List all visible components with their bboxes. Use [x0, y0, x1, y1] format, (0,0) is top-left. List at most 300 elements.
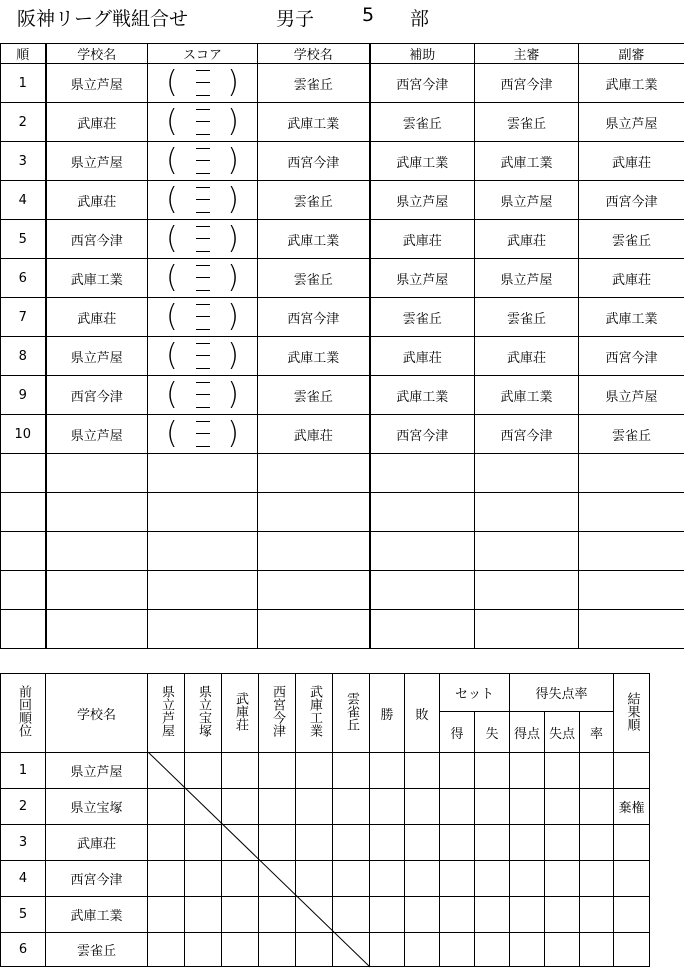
- match-result-cell[interactable]: [185, 753, 222, 789]
- score-bracket[interactable]: [148, 103, 257, 141]
- match-no: 5: [1, 220, 46, 259]
- set-line: [196, 329, 210, 330]
- win-count[interactable]: [370, 897, 405, 933]
- match-no: [1, 532, 46, 571]
- standings-row: [1, 789, 650, 825]
- match-no: 9: [1, 376, 46, 415]
- header-ratio-group: 得失点率: [510, 674, 614, 712]
- score-cell: [148, 337, 258, 376]
- loss-count[interactable]: [405, 789, 440, 825]
- team-a: 武庫荘: [46, 298, 148, 337]
- match-result-cell[interactable]: [148, 789, 185, 825]
- assistant-school: 武庫工業: [579, 298, 684, 337]
- team-a: 武庫工業: [46, 259, 148, 298]
- points-against[interactable]: [545, 861, 580, 897]
- assistant-school: [579, 532, 684, 571]
- schedule-row: [1, 142, 684, 181]
- assistant-school: 西宮今津: [579, 337, 684, 376]
- team-b: 武庫荘: [258, 415, 370, 454]
- assistant-school: [579, 610, 684, 649]
- right-paren: ): [227, 299, 239, 334]
- match-result-cell[interactable]: [333, 789, 370, 825]
- header-result: 結果順: [614, 674, 650, 753]
- right-paren: ): [227, 338, 239, 373]
- schedule-row: [1, 532, 684, 571]
- points-for[interactable]: [510, 897, 545, 933]
- set-won[interactable]: [440, 933, 475, 967]
- match-no: 3: [1, 142, 46, 181]
- match-result-cell[interactable]: [148, 897, 185, 933]
- referee-school: 雲雀丘: [475, 298, 579, 337]
- referee-school: 西宮今津: [475, 64, 579, 103]
- right-paren: ): [227, 377, 239, 412]
- team-b: 雲雀丘: [258, 376, 370, 415]
- referee-school: [475, 610, 579, 649]
- assistant-school: 県立芦屋: [579, 103, 684, 142]
- schedule-row: [1, 571, 684, 610]
- assistant-school: 武庫荘: [579, 142, 684, 181]
- right-paren: ): [227, 104, 239, 139]
- loss-count[interactable]: [405, 861, 440, 897]
- schedule-row: [1, 181, 684, 220]
- team-a: 西宮今津: [46, 220, 148, 259]
- team-a: 県立芦屋: [46, 415, 148, 454]
- match-no: 1: [1, 64, 46, 103]
- assistant-school: 県立芦屋: [579, 376, 684, 415]
- ratio-value[interactable]: [580, 897, 614, 933]
- match-no: [1, 454, 46, 493]
- standings-row: [1, 933, 650, 967]
- right-paren: ): [227, 416, 239, 451]
- aux-school: 武庫荘: [370, 337, 475, 376]
- header-set-won: 得: [440, 712, 475, 753]
- match-result-cell[interactable]: [333, 897, 370, 933]
- standings-school: 西宮今津: [46, 861, 148, 897]
- prev-rank: 2: [1, 789, 46, 825]
- match-no: 4: [1, 181, 46, 220]
- prev-rank: 6: [1, 933, 46, 967]
- standings-row: [1, 825, 650, 861]
- match-result-cell: [148, 753, 185, 789]
- set-line: [196, 382, 210, 383]
- set-line: [196, 355, 210, 356]
- right-paren: ): [227, 221, 239, 256]
- header-set-lost: 失: [475, 712, 510, 753]
- referee-school: 武庫工業: [475, 142, 579, 181]
- header-opponent-5: 武庫工業: [296, 674, 333, 753]
- title-division: 男子: [276, 8, 315, 30]
- points-for[interactable]: [510, 933, 545, 967]
- match-result-cell[interactable]: [296, 933, 333, 967]
- schedule-row: [1, 493, 684, 532]
- ratio-value[interactable]: [580, 825, 614, 861]
- aux-school: [370, 610, 475, 649]
- set-line: [196, 304, 210, 305]
- score-cell: [148, 454, 258, 493]
- set-line: [196, 70, 210, 71]
- set-line: [196, 394, 210, 395]
- points-for[interactable]: [510, 753, 545, 789]
- team-a: [46, 532, 148, 571]
- left-paren: (: [166, 377, 178, 412]
- set-won[interactable]: [440, 897, 475, 933]
- match-result-cell[interactable]: [185, 825, 222, 861]
- team-b: 西宮今津: [258, 142, 370, 181]
- set-line: [196, 160, 210, 161]
- set-line: [196, 421, 210, 422]
- set-line: [196, 148, 210, 149]
- set-line: [196, 238, 210, 239]
- match-result-cell[interactable]: [259, 933, 296, 967]
- team-b: 武庫工業: [258, 220, 370, 259]
- schedule-row: [1, 454, 684, 493]
- header-points-against: 失点: [545, 712, 580, 753]
- left-paren: (: [166, 338, 178, 373]
- match-result-cell[interactable]: [259, 789, 296, 825]
- win-count[interactable]: [370, 861, 405, 897]
- set-line: [196, 265, 210, 266]
- referee-school: 武庫荘: [475, 337, 579, 376]
- schedule-row: [1, 415, 684, 454]
- schedule-row: [1, 220, 684, 259]
- points-against[interactable]: [545, 825, 580, 861]
- points-for[interactable]: [510, 825, 545, 861]
- score-bracket[interactable]: [148, 337, 257, 375]
- set-line: [196, 109, 210, 110]
- team-b: 西宮今津: [258, 298, 370, 337]
- match-result-cell[interactable]: [259, 753, 296, 789]
- score-bracket[interactable]: [148, 376, 257, 414]
- match-result-cell: [259, 861, 296, 897]
- standings-school: 雲雀丘: [46, 933, 148, 967]
- set-line: [196, 277, 210, 278]
- win-count[interactable]: [370, 789, 405, 825]
- aux-school: [370, 493, 475, 532]
- result-order: 棄権: [614, 789, 650, 825]
- set-line: [196, 343, 210, 344]
- standings-row: [1, 897, 650, 933]
- aux-school: 県立芦屋: [370, 181, 475, 220]
- team-a: 武庫荘: [46, 181, 148, 220]
- score-bracket[interactable]: [148, 415, 257, 453]
- score-cell: [148, 610, 258, 649]
- assistant-school: 武庫荘: [579, 259, 684, 298]
- set-line: [196, 212, 210, 213]
- header-win: 勝: [370, 674, 405, 753]
- header-opponent-2: 県立宝塚: [185, 674, 222, 753]
- match-result-cell[interactable]: [185, 933, 222, 967]
- standings-school: 県立芦屋: [46, 753, 148, 789]
- aux-school: 西宮今津: [370, 415, 475, 454]
- schedule-row: [1, 298, 684, 337]
- result-order: [614, 753, 650, 789]
- assistant-school: 武庫工業: [579, 64, 684, 103]
- score-cell: [148, 259, 258, 298]
- set-line: [196, 173, 210, 174]
- score-cell: [148, 493, 258, 532]
- team-a: 県立芦屋: [46, 64, 148, 103]
- team-a: 武庫荘: [46, 103, 148, 142]
- header-loss: 敗: [405, 674, 440, 753]
- set-line: [196, 187, 210, 188]
- standings-table: [0, 673, 650, 967]
- match-result-cell[interactable]: [148, 861, 185, 897]
- referee-school: 西宮今津: [475, 415, 579, 454]
- score-cell: [148, 571, 258, 610]
- header-prev-rank: 前回順位: [1, 674, 46, 753]
- schedule-row: [1, 103, 684, 142]
- score-bracket[interactable]: [148, 220, 257, 258]
- score-bracket[interactable]: [148, 181, 257, 219]
- referee-school: 武庫工業: [475, 376, 579, 415]
- points-against[interactable]: [545, 753, 580, 789]
- ratio-value[interactable]: [580, 861, 614, 897]
- loss-count[interactable]: [405, 897, 440, 933]
- match-result-cell[interactable]: [222, 933, 259, 967]
- ratio-value[interactable]: [580, 753, 614, 789]
- match-no: 10: [1, 415, 46, 454]
- result-order: [614, 897, 650, 933]
- match-result-cell[interactable]: [222, 861, 259, 897]
- header-opponent-4: 西宮今津: [259, 674, 296, 753]
- team-a: [46, 571, 148, 610]
- set-line: [196, 251, 210, 252]
- match-no: [1, 493, 46, 532]
- match-result-cell: [296, 897, 333, 933]
- assistant-school: 西宮今津: [579, 181, 684, 220]
- score-cell: [148, 103, 258, 142]
- score-cell: [148, 376, 258, 415]
- aux-school: 武庫工業: [370, 142, 475, 181]
- aux-school: [370, 454, 475, 493]
- referee-school: 県立芦屋: [475, 181, 579, 220]
- set-lost[interactable]: [475, 753, 510, 789]
- assistant-school: 雲雀丘: [579, 220, 684, 259]
- aux-school: 雲雀丘: [370, 298, 475, 337]
- team-b: 雲雀丘: [258, 181, 370, 220]
- team-b: 雲雀丘: [258, 259, 370, 298]
- schedule-row: [1, 64, 684, 103]
- match-result-cell[interactable]: [185, 897, 222, 933]
- aux-school: 西宮今津: [370, 64, 475, 103]
- win-count[interactable]: [370, 825, 405, 861]
- match-no: 6: [1, 259, 46, 298]
- header-school-b: 学校名: [258, 44, 370, 64]
- team-b: [258, 610, 370, 649]
- team-b: 雲雀丘: [258, 64, 370, 103]
- aux-school: 県立芦屋: [370, 259, 475, 298]
- standings-row: [1, 861, 650, 897]
- left-paren: (: [166, 104, 178, 139]
- loss-count[interactable]: [405, 933, 440, 967]
- set-lost[interactable]: [475, 861, 510, 897]
- score-cell: [148, 181, 258, 220]
- loss-count[interactable]: [405, 825, 440, 861]
- match-no: 8: [1, 337, 46, 376]
- aux-school: 武庫工業: [370, 376, 475, 415]
- match-result-cell: [185, 789, 222, 825]
- title-number: 5: [362, 4, 375, 26]
- team-b: 武庫工業: [258, 337, 370, 376]
- aux-school: [370, 532, 475, 571]
- match-result-cell: [222, 825, 259, 861]
- points-against[interactable]: [545, 933, 580, 967]
- referee-school: 武庫荘: [475, 220, 579, 259]
- loss-count[interactable]: [405, 753, 440, 789]
- match-result-cell[interactable]: [333, 861, 370, 897]
- header-opponent-1: 県立芦屋: [148, 674, 185, 753]
- match-result-cell[interactable]: [296, 753, 333, 789]
- match-no: 7: [1, 298, 46, 337]
- left-paren: (: [166, 221, 178, 256]
- left-paren: (: [166, 182, 178, 217]
- win-count[interactable]: [370, 933, 405, 967]
- header-no: 順: [1, 44, 46, 64]
- score-cell: [148, 142, 258, 181]
- right-paren: ): [227, 182, 239, 217]
- team-a: [46, 610, 148, 649]
- score-bracket[interactable]: [148, 259, 257, 297]
- standings-school: 武庫荘: [46, 825, 148, 861]
- set-lost[interactable]: [475, 825, 510, 861]
- set-line: [196, 446, 210, 447]
- right-paren: ): [227, 65, 239, 100]
- match-result-cell[interactable]: [222, 897, 259, 933]
- header-ratio: 率: [580, 712, 614, 753]
- team-a: 県立芦屋: [46, 142, 148, 181]
- left-paren: (: [166, 143, 178, 178]
- set-lost[interactable]: [475, 789, 510, 825]
- left-paren: (: [166, 65, 178, 100]
- match-result-cell[interactable]: [148, 933, 185, 967]
- prev-rank: 5: [1, 897, 46, 933]
- assistant-school: 雲雀丘: [579, 415, 684, 454]
- score-cell: [148, 298, 258, 337]
- team-a: 西宮今津: [46, 376, 148, 415]
- aux-school: [370, 571, 475, 610]
- set-line: [196, 95, 210, 96]
- match-result-cell[interactable]: [333, 753, 370, 789]
- match-result-cell[interactable]: [296, 861, 333, 897]
- match-no: [1, 610, 46, 649]
- points-against[interactable]: [545, 789, 580, 825]
- left-paren: (: [166, 260, 178, 295]
- title-league: 阪神リーグ戦組合せ: [17, 8, 189, 30]
- referee-school: [475, 571, 579, 610]
- match-result-cell: [333, 933, 370, 967]
- match-result-cell[interactable]: [222, 789, 259, 825]
- header-set: セット: [440, 674, 510, 712]
- set-line: [196, 82, 210, 83]
- team-b: [258, 571, 370, 610]
- header-score: スコア: [148, 44, 258, 64]
- team-a: [46, 493, 148, 532]
- standings-school: 県立宝塚: [46, 789, 148, 825]
- schedule-row: [1, 259, 684, 298]
- set-line: [196, 368, 210, 369]
- header-aux: 補助: [370, 44, 475, 64]
- ratio-value[interactable]: [580, 933, 614, 967]
- set-won[interactable]: [440, 861, 475, 897]
- score-bracket[interactable]: [148, 298, 257, 336]
- match-result-cell[interactable]: [259, 897, 296, 933]
- standings-school: 武庫工業: [46, 897, 148, 933]
- points-for[interactable]: [510, 861, 545, 897]
- team-a: [46, 454, 148, 493]
- standings-row: [1, 753, 650, 789]
- points-for[interactable]: [510, 789, 545, 825]
- set-line: [196, 226, 210, 227]
- schedule-row: [1, 376, 684, 415]
- set-line: [196, 121, 210, 122]
- right-paren: ): [227, 260, 239, 295]
- assistant-school: [579, 493, 684, 532]
- set-line: [196, 433, 210, 434]
- set-lost[interactable]: [475, 897, 510, 933]
- assistant-school: [579, 571, 684, 610]
- schedule-row: [1, 610, 684, 649]
- result-order: [614, 933, 650, 967]
- team-b: [258, 454, 370, 493]
- score-bracket[interactable]: [148, 142, 257, 180]
- set-won[interactable]: [440, 753, 475, 789]
- prev-rank: 1: [1, 753, 46, 789]
- team-b: [258, 532, 370, 571]
- score-cell: [148, 532, 258, 571]
- set-line: [196, 290, 210, 291]
- header-points-for: 得点: [510, 712, 545, 753]
- match-result-cell[interactable]: [148, 825, 185, 861]
- schedule-row: [1, 337, 684, 376]
- header-referee: 主審: [475, 44, 579, 64]
- match-result-cell[interactable]: [296, 789, 333, 825]
- score-cell: [148, 415, 258, 454]
- left-paren: (: [166, 416, 178, 451]
- set-line: [196, 134, 210, 135]
- referee-school: [475, 454, 579, 493]
- team-b: 武庫工業: [258, 103, 370, 142]
- team-b: [258, 493, 370, 532]
- set-won[interactable]: [440, 789, 475, 825]
- referee-school: 県立芦屋: [475, 259, 579, 298]
- score-bracket[interactable]: [148, 64, 257, 102]
- match-no: [1, 571, 46, 610]
- win-count[interactable]: [370, 753, 405, 789]
- set-won[interactable]: [440, 825, 475, 861]
- points-against[interactable]: [545, 897, 580, 933]
- set-lost[interactable]: [475, 933, 510, 967]
- header-school-a: 学校名: [46, 44, 148, 64]
- set-line: [196, 316, 210, 317]
- match-result-cell[interactable]: [333, 825, 370, 861]
- set-line: [196, 407, 210, 408]
- match-result-cell[interactable]: [185, 861, 222, 897]
- aux-school: 武庫荘: [370, 220, 475, 259]
- match-result-cell[interactable]: [259, 825, 296, 861]
- match-result-cell[interactable]: [296, 825, 333, 861]
- header-opponent-6: 雲雀丘: [333, 674, 370, 753]
- team-a: 県立芦屋: [46, 337, 148, 376]
- score-cell: [148, 64, 258, 103]
- title-unit: 部: [410, 8, 430, 30]
- match-result-cell[interactable]: [222, 753, 259, 789]
- referee-school: [475, 532, 579, 571]
- result-order: [614, 825, 650, 861]
- schedule-header-row: [1, 44, 684, 64]
- score-cell: [148, 220, 258, 259]
- ratio-value[interactable]: [580, 789, 614, 825]
- schedule-table: [0, 43, 684, 649]
